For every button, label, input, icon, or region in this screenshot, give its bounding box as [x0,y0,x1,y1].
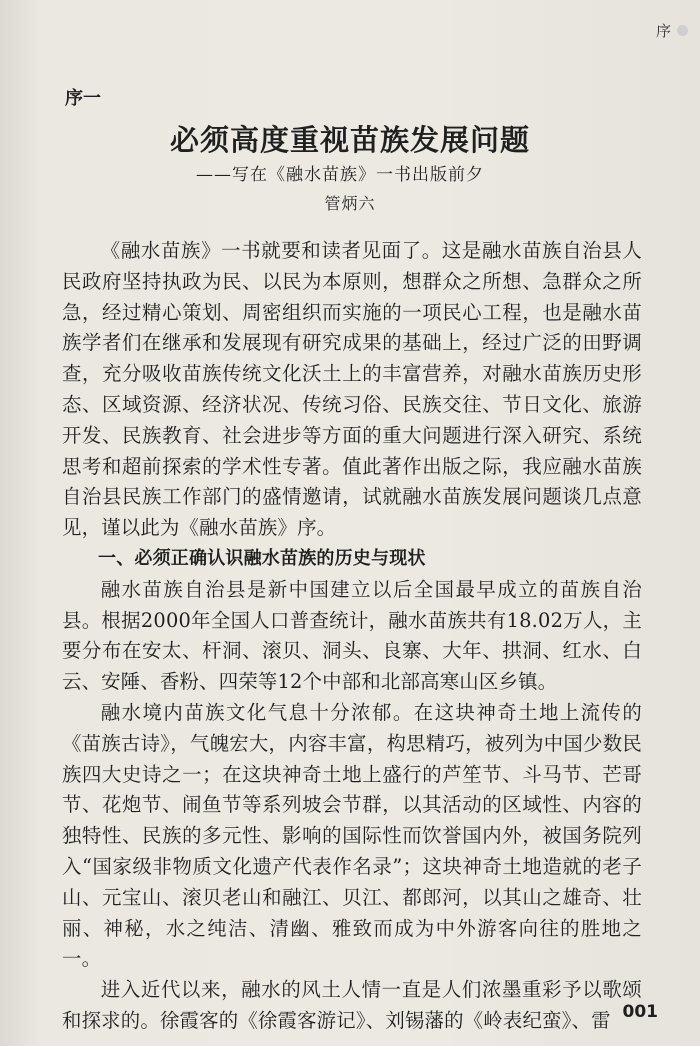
paragraph: 《融水苗族》一书就要和读者见面了。这是融水苗族自治县人民政府坚持执政为民、以民为本原则，想群众之所想、急群众之所急，经过精心策划、周密组织而实施的一项民心工程，也是融水苗族学者们在继承和发展现有研究成果的基础上，经过广泛的田野调查，充分吸收苗族传统文化沃土上的丰富营养，对融水苗族历史形态、区域资源、经济状况、传统习俗、民族交往、节日文化、旅游开发、民族教育、社会进步等方面的重大问题进行深入研究、系统思考和超前探索的学术性专著。值此著作出版之际，我应融水苗族自治县民族工作部门的盛情邀请，试就融水苗族发展问题谈几点意见，谨以此为《融水苗族》序。 [62,239,642,540]
section-label: 序一 [65,88,101,109]
author-name: 管炳六 [324,194,376,213]
paragraph: 进入近代以来，融水的风土人情一直是人们浓墨重彩予以歌颂和探求的。徐霞客的《徐霞客游记》、刘锡藩的《岭表纪蛮》、雷 [62,978,642,1032]
header-dot-icon [677,25,688,36]
running-header-title: 序 [655,22,671,40]
page-subtitle: ——写在《融水苗族》一书出版前夕 [196,165,484,185]
body-text [62,236,642,1037]
page-number: 001 [622,1002,658,1022]
paragraph: 融水境内苗族文化气息十分浓郁。在这块神奇土地上流传的《苗族古诗》，气魄宏大，内容丰富，构思精巧，被列为中国少数民族四大史诗之一；在这块神奇土地上盛行的芦笙节、斗马节、芒哥节、花炮节、闹鱼节等系列坡会节群，以其活动的区域性、内容的独特性、民族的多元性、影响的国际性而饮誉国内外，被国务院列入“国家级非物质文化遗产代表作名录”；这块神奇土地造就的老子山、元宝山、滚贝老山和融江、贝江、都郎河，以其山之雄奇、壮丽、神秘，水之纯洁、清幽、雅致而成为中外游客向往的胜地之一。 [62,700,642,971]
paragraph: 融水苗族自治县是新中国建立以后全国最早成立的苗族自治县。根据2000年全国人口普查统计，融水苗族共有18.02万人，主要分布在安太、杆洞、滚贝、洞头、良寨、大年、拱洞、红水、白云、安陲、香粉、四荣等12个中部和北部高寒山区乡镇。 [62,577,642,694]
section-heading: 一、必须正确认识融水苗族的历史与现状 [98,547,426,569]
page-title: 必须高度重视苗族发展问题 [169,123,530,157]
running-header [656,20,688,41]
